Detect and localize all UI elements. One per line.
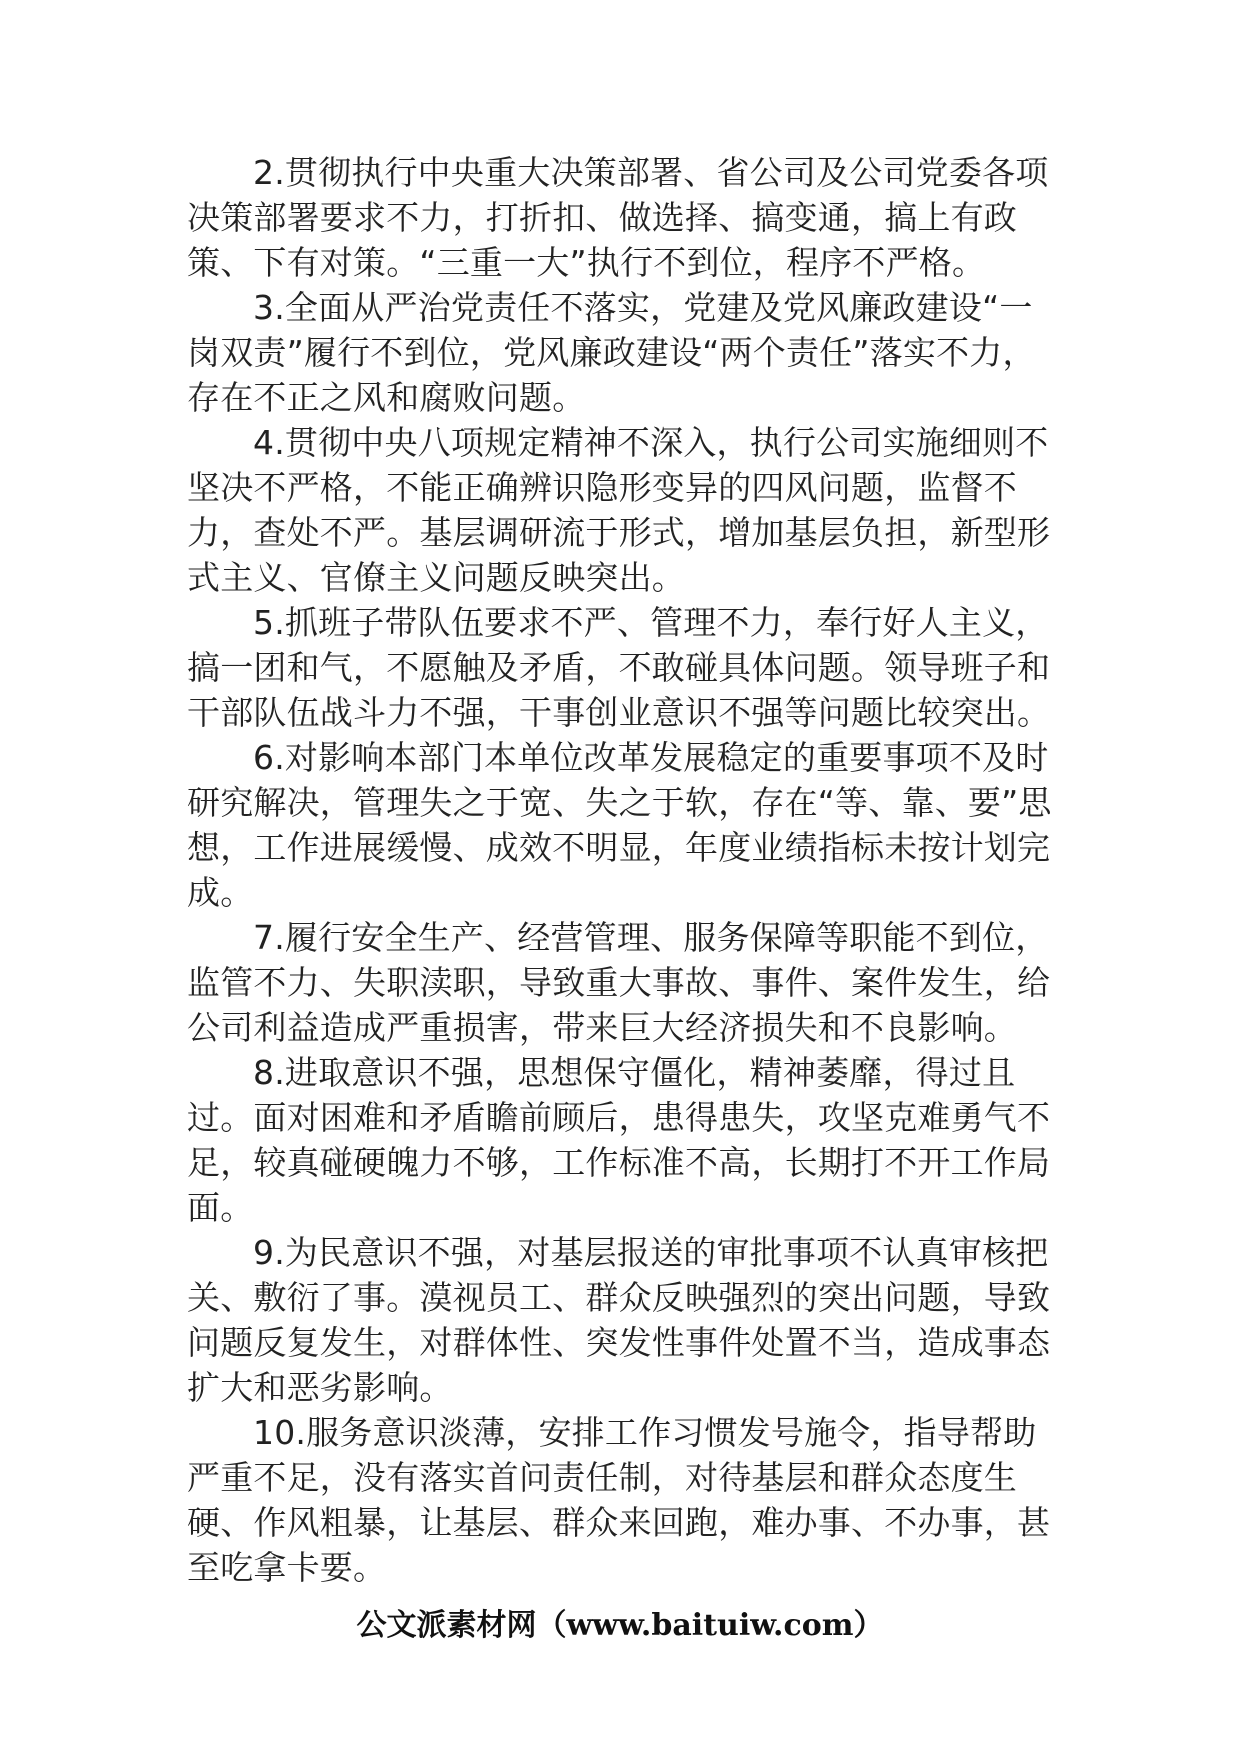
paragraph-item-8: 8.进取意识不强，思想保守僵化，精神萎靡，得过且过。面对困难和矛盾瞻前顾后，患得患失，攻坚克难勇气不足，较真碰硬魄力不够，工作标准不高，长期打不开工作局面。 xyxy=(187,1053,1051,1227)
paragraph-item-10: 10.服务意识淡薄，安排工作习惯发号施令，指导帮助严重不足，没有落实首问责任制，对待基层和群众态度生硬、作风粗暴，让基层、群众来回跑，难办事、不办事，甚至吃拿卡要。 xyxy=(187,1413,1051,1587)
document-body xyxy=(187,150,1053,1590)
page-footer: 公文派素材网（www.baituiw.com） xyxy=(356,1608,884,1643)
paragraph-item-9: 9.为民意识不强，对基层报送的审批事项不认真审核把关、敷衍了事。漠视员工、群众反映强烈的突出问题，导致问题反复发生，对群体性、突发性事件处置不当，造成事态扩大和恶劣影响。 xyxy=(187,1233,1051,1407)
paragraph-item-7: 7.履行安全生产、经营管理、服务保障等职能不到位，监管不力、失职渎职，导致重大事故、事件、案件发生，给公司利益造成严重损害，带来巨大经济损失和不良影响。 xyxy=(187,918,1051,1047)
paragraph-item-5: 5.抓班子带队伍要求不严、管理不力，奉行好人主义，搞一团和气，不愿触及矛盾，不敢碰具体问题。领导班子和干部队伍战斗力不强，干事创业意识不强等问题比较突出。 xyxy=(187,603,1051,732)
paragraph-item-6: 6.对影响本部门本单位改革发展稳定的重要事项不及时研究解决，管理失之于宽、失之于软，存在“等、靠、要”思想，工作进展缓慢、成效不明显，年度业绩指标未按计划完成。 xyxy=(187,738,1052,912)
paragraph-item-4: 4.贯彻中央八项规定精神不深入，执行公司实施细则不坚决不严格，不能正确辨识隐形变异的四风问题，监督不力，查处不严。基层调研流于形式，增加基层负担，新型形式主义、官僚主义问题反映突出。 xyxy=(187,423,1051,597)
paragraph-item-3: 3.全面从严治党责任不落实，党建及党风廉政建设“一岗双责”履行不到位，党风廉政建设“两个责任”落实不力，存在不正之风和腐败问题。 xyxy=(187,288,1036,417)
paragraph-item-2: 2.贯彻执行中央重大决策部署、省公司及公司党委各项决策部署要求不力，打折扣、做选择、搞变通，搞上有政策、下有对策。“三重一大”执行不到位，程序不严格。 xyxy=(187,153,1049,282)
